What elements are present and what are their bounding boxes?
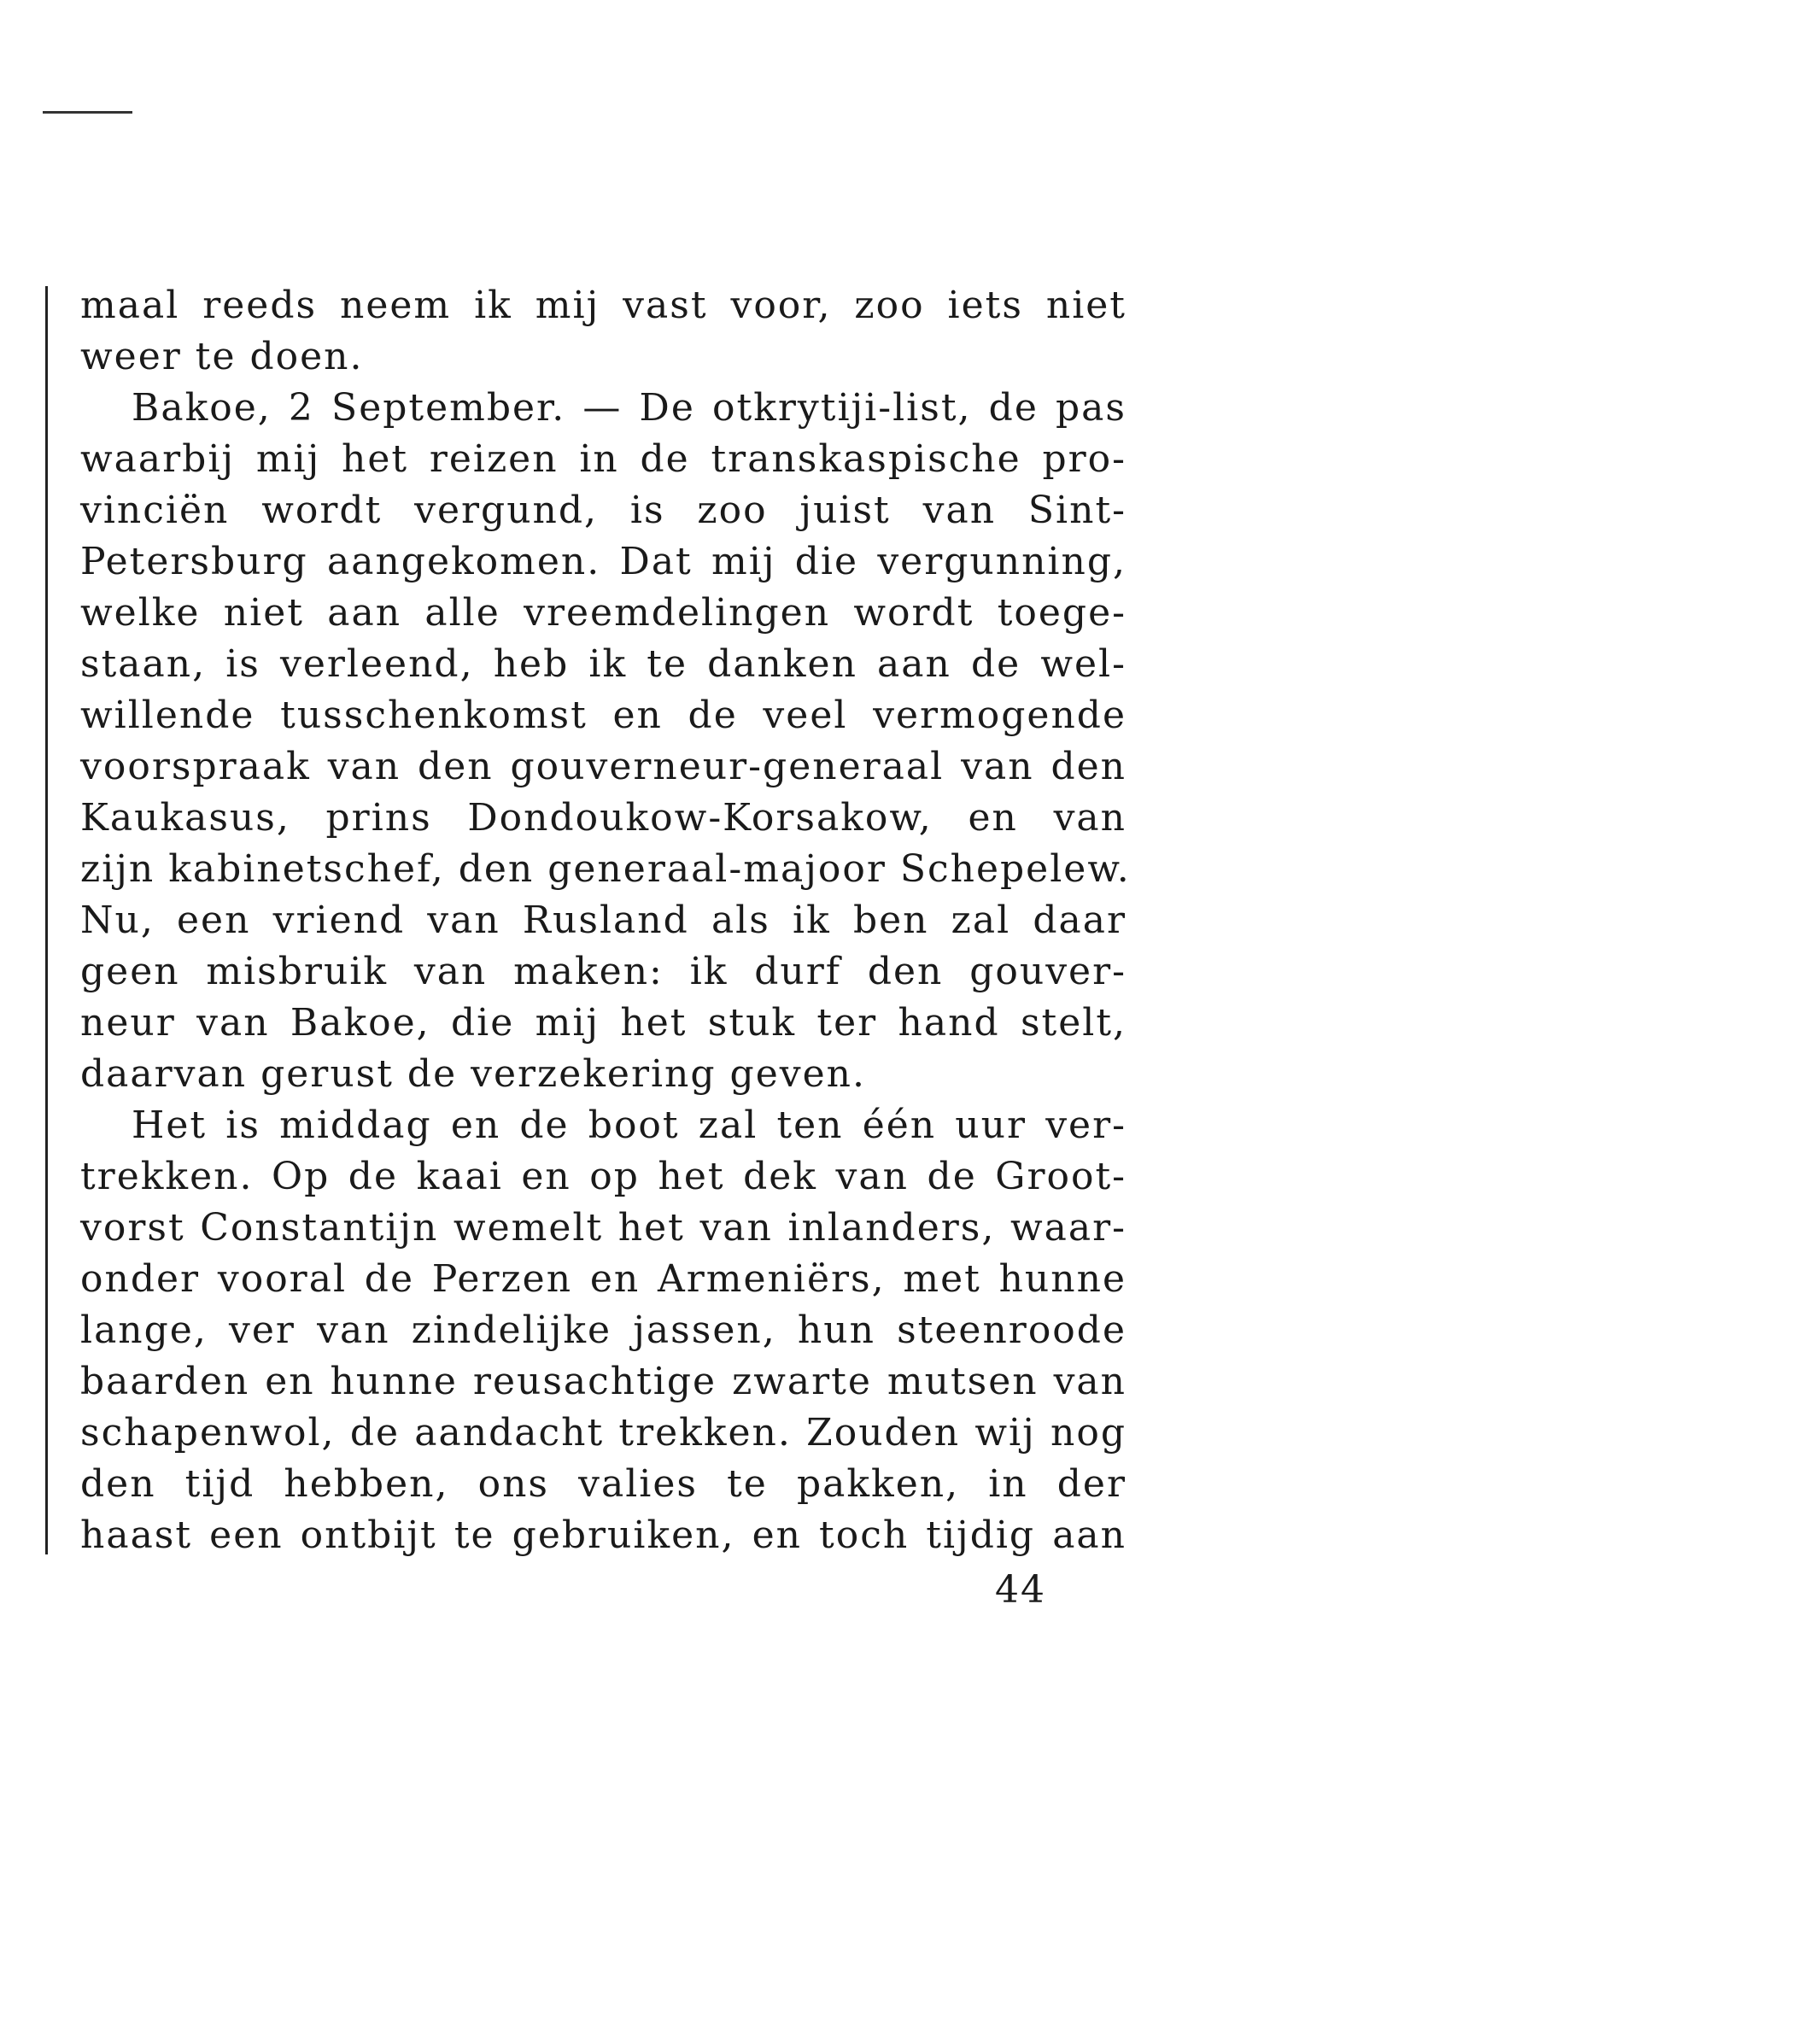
text-line: Nu, een vriend van Rusland als ik ben zal daar (80, 899, 1127, 942)
text-line: willende tusschenkomst en de veel vermogende (80, 694, 1127, 737)
page-number: 44 (995, 1568, 1046, 1612)
text-line: vinciën wordt vergund, is zoo juist van Sint- (80, 489, 1127, 532)
text-line: Het is middag en de boot zal ten één uur ver- (132, 1103, 1127, 1147)
text-line: haast een ontbijt te gebruiken, en toch tijdig aan (80, 1513, 1127, 1557)
text-line: lange, ver van zindelijke jassen, hun steenroode (80, 1308, 1127, 1352)
text-line: onder vooral de Perzen en Armeniërs, met hunne (80, 1257, 1127, 1301)
text-line: vorst Constantijn wemelt het van inlanders, waar- (80, 1206, 1127, 1250)
text-line: neur van Bakoe, die mij het stuk ter hand stelt, (80, 1001, 1127, 1045)
text-line: trekken. Op de kaai en op het dek van de Groot- (80, 1155, 1127, 1198)
text-line: schapenwol, de aandacht trekken. Zouden wij nog (80, 1411, 1127, 1455)
text-line: voorspraak van den gouverneur-generaal van den (80, 745, 1127, 788)
text-line: staan, is verleend, heb ik te danken aan de wel- (80, 642, 1127, 686)
top-rule (43, 111, 132, 114)
text-line: baarden en hunne reusachtige zwarte mutsen van (80, 1360, 1127, 1403)
text-line: geen misbruik van maken: ik durf den gouver- (80, 950, 1127, 993)
text-line: welke niet aan alle vreemdelingen wordt toege- (80, 591, 1127, 635)
text-line: Bakoe, 2 September. — De otkrytiji-list, de pas (132, 386, 1127, 430)
text-line: zijn kabinetschef, den generaal-majoor Schepelew. (80, 847, 1131, 891)
text-line: waarbij mij het reizen in de transkaspische pro- (80, 437, 1127, 481)
text-line: den tijd hebben, ons valies te pakken, in der (80, 1462, 1127, 1506)
text-line: Petersburg aangekomen. Dat mij die vergunning, (80, 540, 1127, 583)
margin-rule (45, 286, 48, 1554)
text-line: daarvan gerust de verzekering geven. (80, 1052, 866, 1096)
text-body (80, 280, 1131, 1561)
text-line: Kaukasus, prins Dondoukow-Korsakow, en van (80, 796, 1127, 840)
text-line: maal reeds neem ik mij vast voor, zoo iets niet (80, 284, 1127, 327)
text-line: weer te doen. (80, 335, 364, 378)
